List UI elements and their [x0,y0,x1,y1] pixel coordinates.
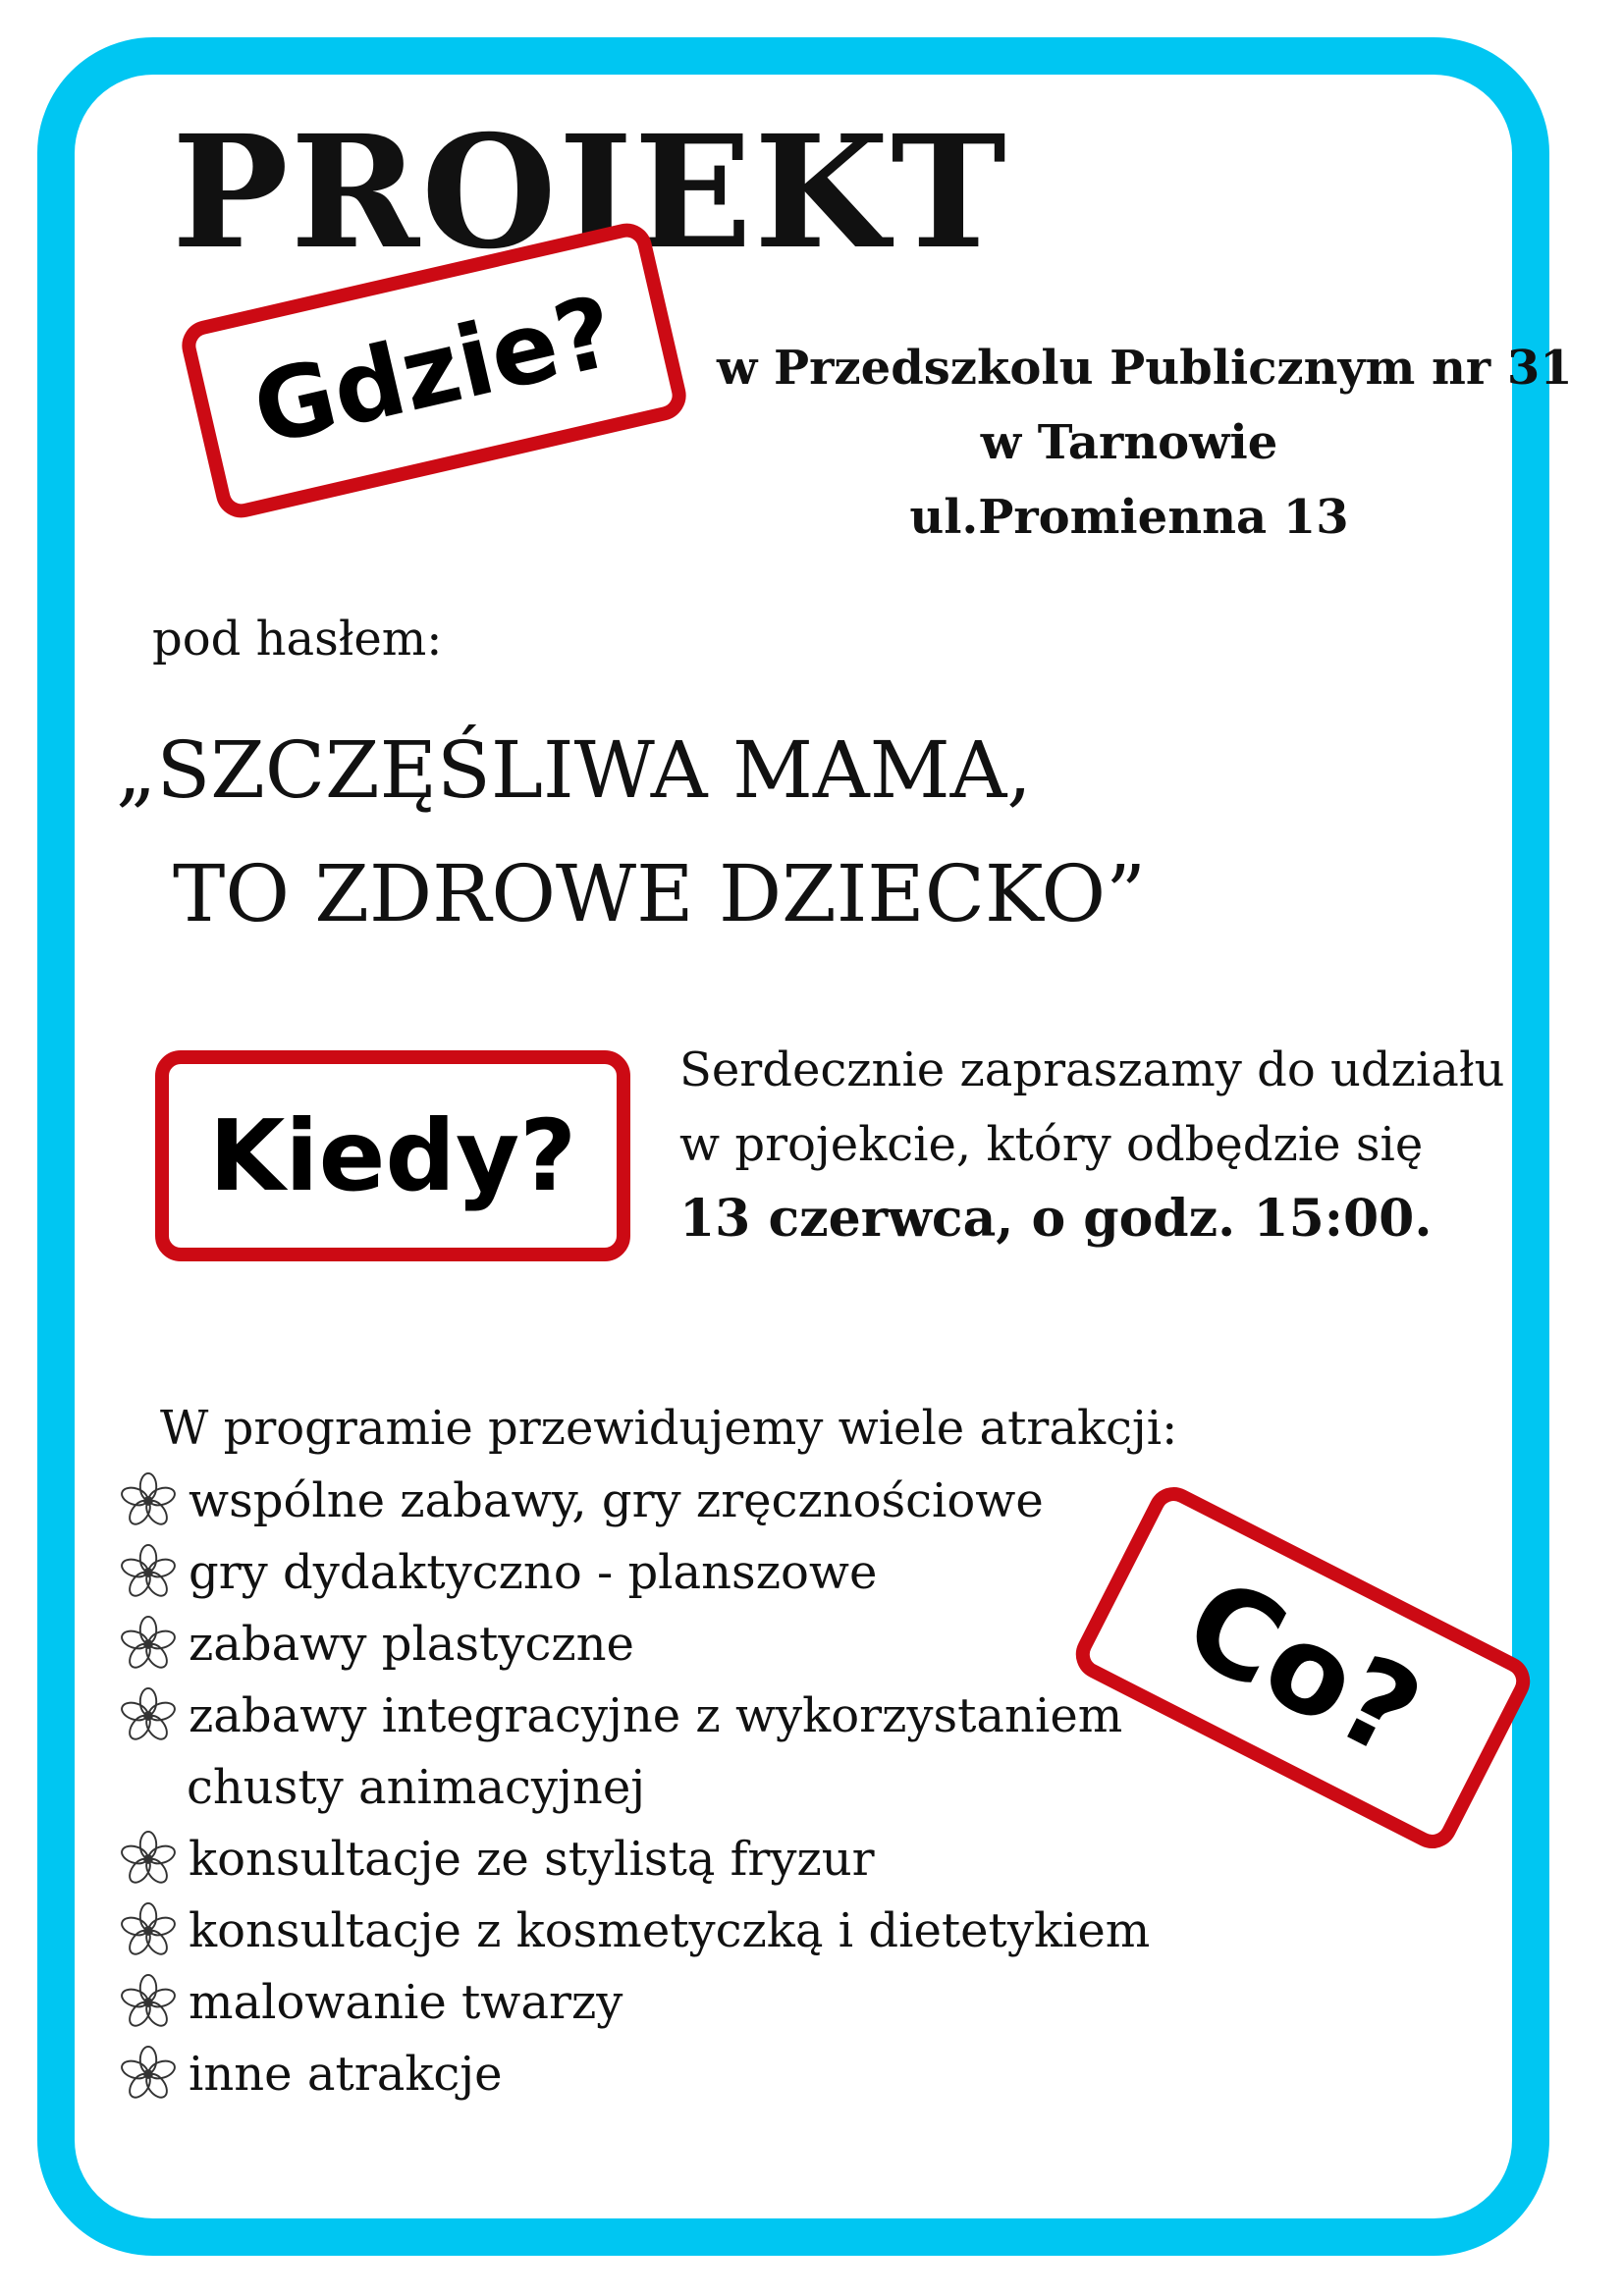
stamp-when-label: Kiedy? [208,1098,577,1213]
event-date: 13 czerwca, o godz. 15:00. [679,1189,1433,1249]
list-item-label: zabawy integracyjne z wykorzystaniem [189,1687,1123,1743]
list-item-label: konsultacje ze stylistą fryzur [189,1831,875,1887]
poster-title: PROJEKT [172,102,1008,284]
list-item-label: konsultacje z kosmetyczką i dietetykiem [189,1902,1151,1958]
list-item-label: gry dydaktyczno - planszowe [189,1544,878,1600]
stamp-when [155,1050,630,1261]
motto-label: pod hasłem: [152,612,443,667]
program-intro: W programie przewidujemy wiele atrakcji: [160,1401,1178,1456]
list-item [120,1608,1150,1680]
flower-icon [120,1974,177,2031]
list-item [120,1966,1150,2038]
flower-icon [120,1687,177,1744]
invitation-text [679,1033,1504,1256]
list-item-label: wspólne zabawy, gry zręcznościowe [189,1472,1044,1528]
slogan [116,709,1146,956]
list-item [120,1895,1150,1966]
list-item-continuation [120,1751,1150,1823]
flower-icon [120,2046,177,2103]
list-item [120,1536,1150,1608]
flower-icon [120,1831,177,1888]
flower-icon [120,1902,177,1959]
list-item-label: inne atrakcje [189,2046,503,2102]
list-item [120,2038,1150,2109]
invitation-line-2: w projekcie, który odbędzie się [679,1117,1424,1172]
flower-icon [120,1472,177,1529]
address-line-3: ul.Promienna 13 [909,490,1349,545]
list-item-label: malowanie twarzy [189,1974,623,2030]
stamp-what-label: Co? [1164,1551,1441,1785]
list-item-label: chusty animacyjnej [187,1759,646,1815]
list-item [120,1823,1150,1895]
address-line-1: w Przedszkolu Publicznym nr 31 [717,341,1573,396]
list-item-label: zabawy plastyczne [189,1616,634,1672]
flower-icon [120,1544,177,1601]
slogan-line-2: TO ZDROWE DZIECKO” [173,848,1147,939]
attractions-list [120,1465,1150,2109]
list-item [120,1680,1150,1751]
address-line-2: w Tarnowie [980,415,1278,470]
invitation-line-1: Serdecznie zapraszamy do udziału [679,1042,1505,1097]
flower-icon [120,1616,177,1673]
address-block [707,331,1573,555]
stamp-where-label: Gdzie? [243,273,625,468]
slogan-line-1: „SZCZĘŚLIWA MAMA, [116,724,1032,816]
list-item [120,1465,1150,1536]
